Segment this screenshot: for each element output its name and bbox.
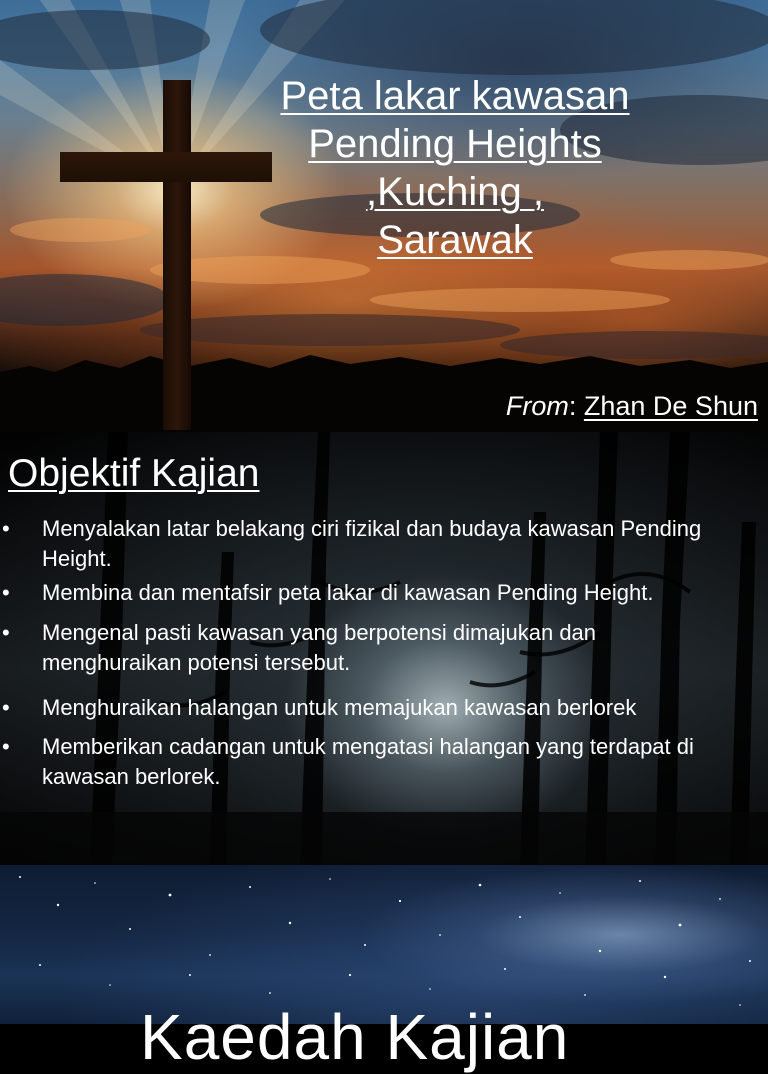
objective-text: Menyalakan latar belakang ciri fizikal dan budaya kawasan Pending Height. xyxy=(42,516,702,571)
from-separator: : xyxy=(568,391,584,421)
from-label: From xyxy=(505,391,569,421)
objective-text: Mengenal pasti kawasan yang berpotensi dimajukan dan menghuraikan potensi tersebut. xyxy=(42,620,597,675)
list-item xyxy=(0,732,768,792)
objective-text: Memberikan cadangan untuk mengatasi halangan yang terdapat di kawasan berlorek. xyxy=(42,734,694,789)
bullet-icon: • xyxy=(2,620,10,645)
bullet-icon: • xyxy=(2,516,10,541)
title-slide xyxy=(0,0,768,432)
bullet-icon: • xyxy=(2,695,10,720)
list-item xyxy=(0,578,768,608)
bullet-icon: • xyxy=(2,580,10,605)
title-line-3: ,Kuching , xyxy=(366,170,544,214)
objective-text: Membina dan mentafsir peta lakar di kawasan Pending Height. xyxy=(42,580,654,605)
objectives-slide xyxy=(0,432,768,865)
method-slide xyxy=(0,865,768,1073)
bullet-icon: • xyxy=(2,734,10,759)
section-heading: Objektif Kajian xyxy=(8,452,260,495)
slide-title: Kaedah Kajian xyxy=(140,1001,570,1073)
title-line-4: Sarawak xyxy=(377,218,533,262)
title-line-1: Peta lakar kawasan xyxy=(280,74,630,118)
list-item xyxy=(0,618,768,678)
title-line-2: Pending Heights xyxy=(308,122,602,166)
cross-icon xyxy=(163,80,191,430)
objective-text: Menghuraikan halangan untuk memajukan kawasan berlorek xyxy=(42,695,637,720)
slide-title xyxy=(215,72,695,264)
list-item xyxy=(0,693,768,723)
author-name: Zhan De Shun xyxy=(583,391,758,421)
author-line xyxy=(506,391,758,422)
list-item xyxy=(0,514,768,574)
